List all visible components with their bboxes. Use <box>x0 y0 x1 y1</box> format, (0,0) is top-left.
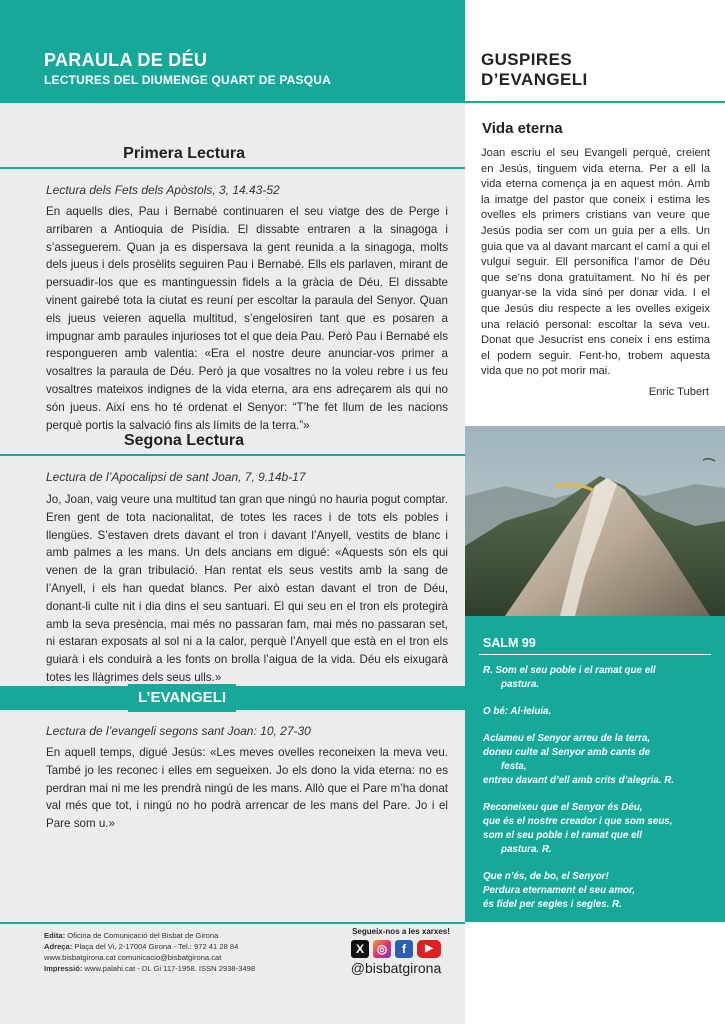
psalm-verse-3 <box>483 870 719 912</box>
adreca-value: Plaça del Vi, 2-17004 Girona - Tel.: 972 41 28 84 <box>74 942 239 951</box>
vida-text: Joan escriu el seu Evangeli perquè, creient en Jesús, tinguem vida eterna. Per a ell la vida eterna comença ja en aquest món. Amb la imatge del pastor que coneix i estima les ovelles els primers cristians van veure que Jesús podia ser com un guia per a ells. Un guia que va al davant marcant el camí a qui el vulgui seguir. Ell personifica l’amor de Déu que se’ns dona gratuïtament. No hi és per guanyar-se la vida sinó per donar vida. I el que Jesús diu respecte a les ovelles exigeix una relació personal: escoltar la seva veu. Donat que Jesucrist ens coneix i ens estima el podem seguir. Fent-ho, trobem aquesta vida que no pot morir mai. <box>481 147 710 378</box>
segona-text: Jo, Joan, vaig veure una multitud tan gran que ningú no hauria pogut comptar. Eren gent de tota nacionalitat, de totes les races i de tots els pobles i llengües. S’estaven drets davant el tron i davant l’Anyell, vestits de blanc i amb palmes a les mans. Un dels ancians em digué: «Aquests són els qui venen de la gran tribulació. Han rentat els seus vestits amb la sang de l’Anyell, i els han quedat blancs. Per això estan davant el tron de Déu, donant-li culte nit i dia dins el seu santuari. El qui seu en el tron els protegirà amb la seva presència, mai més no passaran fam, mai més no passaran set, ni estaran exposats al sol ni a la calor, perquè l’Anyell que està en el tron els guiarà i els conduirà a les fonts on brolla l’aigua de la vida. Déu els eixugarà totes les llàgrimes dels seus ulls.» <box>46 493 448 684</box>
vida-title: Vida eterna <box>482 120 563 137</box>
page-subtitle: LECTURES DEL DIUMENGE QUART DE PASQUA <box>44 73 331 87</box>
primera-title: Primera Lectura <box>123 145 245 162</box>
psalm-verse-2-line-4: pastura. R. <box>501 844 552 855</box>
psalm-verse-3-line-1: Que n’és, de bo, el Senyor! <box>483 871 609 882</box>
facebook-icon[interactable]: f <box>395 940 413 958</box>
impressio-value: www.palahi.cat - DL Gi 117-1958. ISSN 2938-3498 <box>84 964 256 973</box>
primera-heading <box>0 139 465 169</box>
psalm-response <box>483 664 719 692</box>
psalm-alt-response: O bé: Al·leluia. <box>483 706 552 717</box>
x-icon[interactable]: X <box>351 940 369 958</box>
psalm-verse-3-line-3: és fidel per segles i segles. R. <box>483 899 622 910</box>
header-banner <box>0 0 465 103</box>
evangeli-title: L’EVANGELI <box>128 684 236 712</box>
psalm-response-line-1: R. Som el seu poble i el ramat que ell <box>483 665 656 676</box>
footer-rule <box>0 922 465 924</box>
psalm-verse-1-line-4: entreu davant d’ell amb crits d’alegria. R. <box>483 775 675 786</box>
segona-heading <box>0 426 465 456</box>
psalm-verse-1-line-2: doneu culte al Senyor amb cants de <box>483 747 651 758</box>
impressio-label: Impressió: <box>44 964 83 973</box>
social-handle[interactable]: @bisbatgirona <box>350 960 442 976</box>
edita-label: Edita: <box>44 931 66 940</box>
psalm-verse-3-line-2: Perdura eternament el seu amor, <box>483 885 635 896</box>
evangeli-heading <box>0 686 465 710</box>
psalm-panel <box>465 616 725 922</box>
primera-text: En aquells dies, Pau i Bernabé continuaren el seu viatge des de Perge i arribaren a Antioquia de Pisídia. El dissabte entraren a la sinagoga i s’asseguerem. Quan ja es dispersava la gent reunida a la sinagoga, molts dels jueus i dels prosèlits seguiren Pau i Bernabé. Ells els parlaven, mirant de persuadir-los que es mantinguessin fidels a la gràcia de Déu. El dissabte vinent gairebé tota la ciutat es reuní per escoltar la paraula del Senyor. Quan els jueus veieren aquella multitud, s’engelosiren tant que es posaren a impugnar amb paraules injurioses tot el que deia Pau. Però Pau i Bernabé els respongueren amb valentia: «Era el nostre deure anunciar-vos primer a vosaltres la paraula de Déu. Però ja que vosaltres no la voleu rebre i us feu vosaltres mateixos indignes de la vida eterna, ara ens adreçarem als qui no són jueus. Així ens ho té ordenat el Senyor: “T’he fet llum de les nacions perquè portis la salvació fins als límits de la terra.”» <box>46 205 448 432</box>
mountain-illustration <box>465 426 725 616</box>
psalm-verse-1-line-1: Aclameu el Senyor arreu de la terra, <box>483 733 651 744</box>
right-header-rule <box>465 101 725 103</box>
psalm-verse-2-line-1: Reconeixeu que el Senyor és Déu, <box>483 802 643 813</box>
psalm-title: SALM 99 <box>483 636 536 650</box>
vida-author: Enric Tubert <box>648 386 709 398</box>
right-header <box>465 40 725 103</box>
right-header-title: GUSPIRES D’EVANGELI <box>481 50 588 89</box>
psalm-verse-2-line-2: que és el nostre creador i que som seus, <box>483 816 673 827</box>
footer-credits <box>44 930 255 974</box>
psalm-verse-1-line-3: festa, <box>501 761 527 772</box>
adreca-label: Adreça: <box>44 942 73 951</box>
evangeli-text: En aquell temps, digué Jesús: «Les meves ovelles reconeixen la meva veu. També jo les reconec i elles em segueixen. Jo els dono la vida eterna: no es perdran mai ni me les prendrà ningú de les mans. Allò que el Pare m’ha donat val més que tot, i ningú no ho podrà arrencar de les mans del Pare. Jo i el Pare som u.» <box>46 746 448 831</box>
segona-title: Segona Lectura <box>123 432 244 449</box>
segona-rule <box>0 454 465 456</box>
primera-reference: Lectura dels Fets dels Apòstols, 3, 14.43-52 <box>46 183 280 197</box>
psalm-verse-2 <box>483 801 719 857</box>
web-contact[interactable]: www.bisbatgirona.cat comunicacio@bisbatgirona.cat <box>44 953 222 962</box>
segona-reference: Lectura de l’Apocalipsi de sant Joan, 7, 9.14b-17 <box>46 470 306 484</box>
page-title: PARAULA DE DÉU <box>44 50 208 70</box>
edita-value: Oficina de Comunicació del Bisbat de Girona <box>67 931 219 940</box>
psalm-verse-2-line-3: som el seu poble i el ramat que ell <box>483 830 642 841</box>
social-block <box>346 927 456 976</box>
psalm-verse-1 <box>483 732 719 788</box>
instagram-icon[interactable]: ◎ <box>373 940 391 958</box>
psalm-response-line-2: pastura. <box>501 679 540 690</box>
evangeli-reference: Lectura de l’evangeli segons sant Joan: 10, 27-30 <box>46 724 311 738</box>
youtube-icon[interactable]: ▶ <box>417 940 441 958</box>
mountain-photo <box>465 426 725 616</box>
primera-rule <box>0 167 465 169</box>
social-icons <box>336 940 456 958</box>
psalm-text <box>483 664 719 925</box>
psalm-rule <box>479 654 711 655</box>
social-label: Segueix-nos a les xarxes! <box>352 927 450 936</box>
